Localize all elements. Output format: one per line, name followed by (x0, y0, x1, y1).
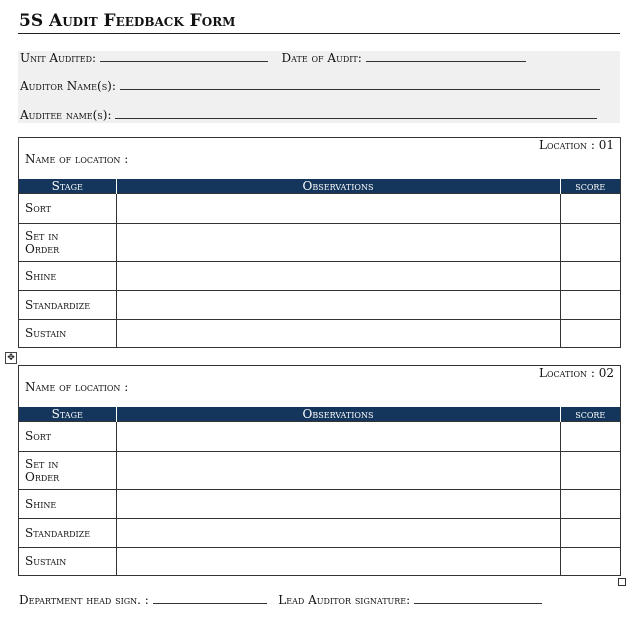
stage-cell: Sort (19, 422, 116, 452)
stage-cell: Sustain (19, 320, 116, 347)
stage-cell: Standardize (19, 291, 116, 320)
observation-cell[interactable] (116, 548, 560, 575)
table-row (19, 320, 620, 347)
score-cell[interactable] (560, 262, 620, 291)
observation-cell[interactable] (116, 291, 560, 320)
observations-header: Observations (116, 407, 560, 422)
stage-header: Stage (19, 179, 116, 194)
location-name-label: Name of location : (25, 380, 129, 394)
table-row (19, 422, 620, 452)
location-block-2 (18, 365, 621, 576)
observation-cell[interactable] (116, 490, 560, 519)
department-head-label: Department head sign. : (19, 593, 149, 607)
table-row (19, 452, 620, 490)
audit-info-section (18, 51, 620, 123)
observations-header: Observations (116, 179, 560, 194)
table-row (19, 224, 620, 262)
location-number: Location : 01 (539, 138, 614, 152)
unit-audited-field[interactable] (100, 51, 268, 62)
location-header (19, 138, 620, 179)
observation-cell[interactable] (116, 224, 560, 262)
score-cell[interactable] (560, 422, 620, 452)
observation-cell[interactable] (116, 194, 560, 224)
resize-handle-icon[interactable] (618, 578, 626, 586)
department-head-signature-field[interactable] (153, 593, 267, 604)
unit-audited-label: Unit Audited: (20, 51, 97, 65)
signature-line (19, 593, 542, 607)
score-cell[interactable] (560, 291, 620, 320)
form-title: 5S Audit Feedback Form (19, 11, 236, 31)
stage-cell: Shine (19, 262, 116, 291)
stage-cell: Sustain (19, 548, 116, 575)
audit-table (19, 407, 620, 575)
stage-cell: Shine (19, 490, 116, 519)
auditor-line (20, 79, 600, 93)
table-row (19, 548, 620, 575)
location-header (19, 366, 620, 407)
score-cell[interactable] (560, 194, 620, 224)
stage-cell: Sort (19, 194, 116, 224)
title-divider (18, 33, 620, 34)
stage-cell: Set in Order (19, 452, 116, 490)
auditee-names-field[interactable] (115, 108, 597, 119)
observation-cell[interactable] (116, 262, 560, 291)
table-row (19, 194, 620, 224)
audit-table (19, 179, 620, 347)
observation-cell[interactable] (116, 519, 560, 548)
stage-cell: Set in Order (19, 224, 116, 262)
table-row (19, 490, 620, 519)
observation-cell[interactable] (116, 452, 560, 490)
stage-header: Stage (19, 407, 116, 422)
auditee-names-label: Auditee name(s): (20, 108, 112, 122)
table-row (19, 291, 620, 320)
score-cell[interactable] (560, 224, 620, 262)
location-name-label: Name of location : (25, 152, 129, 166)
auditor-names-label: Auditor Name(s): (20, 79, 116, 93)
location-block-1 (18, 137, 621, 348)
date-of-audit-field[interactable] (366, 51, 526, 62)
score-cell[interactable] (560, 519, 620, 548)
lead-auditor-signature-field[interactable] (414, 593, 542, 604)
observation-cell[interactable] (116, 422, 560, 452)
score-cell[interactable] (560, 320, 620, 347)
move-handle-icon[interactable]: ✥ (5, 352, 17, 364)
auditor-names-field[interactable] (120, 79, 600, 90)
observation-cell[interactable] (116, 320, 560, 347)
table-row (19, 519, 620, 548)
score-header: score (560, 179, 620, 194)
score-cell[interactable] (560, 452, 620, 490)
score-header: score (560, 407, 620, 422)
auditee-line (20, 108, 597, 122)
location-number: Location : 02 (539, 366, 614, 380)
stage-cell: Standardize (19, 519, 116, 548)
score-cell[interactable] (560, 548, 620, 575)
date-of-audit-label: Date of Audit: (281, 51, 362, 65)
lead-auditor-label: Lead Auditor signature: (278, 593, 411, 607)
table-row (19, 262, 620, 291)
unit-date-line (20, 51, 526, 65)
score-cell[interactable] (560, 490, 620, 519)
